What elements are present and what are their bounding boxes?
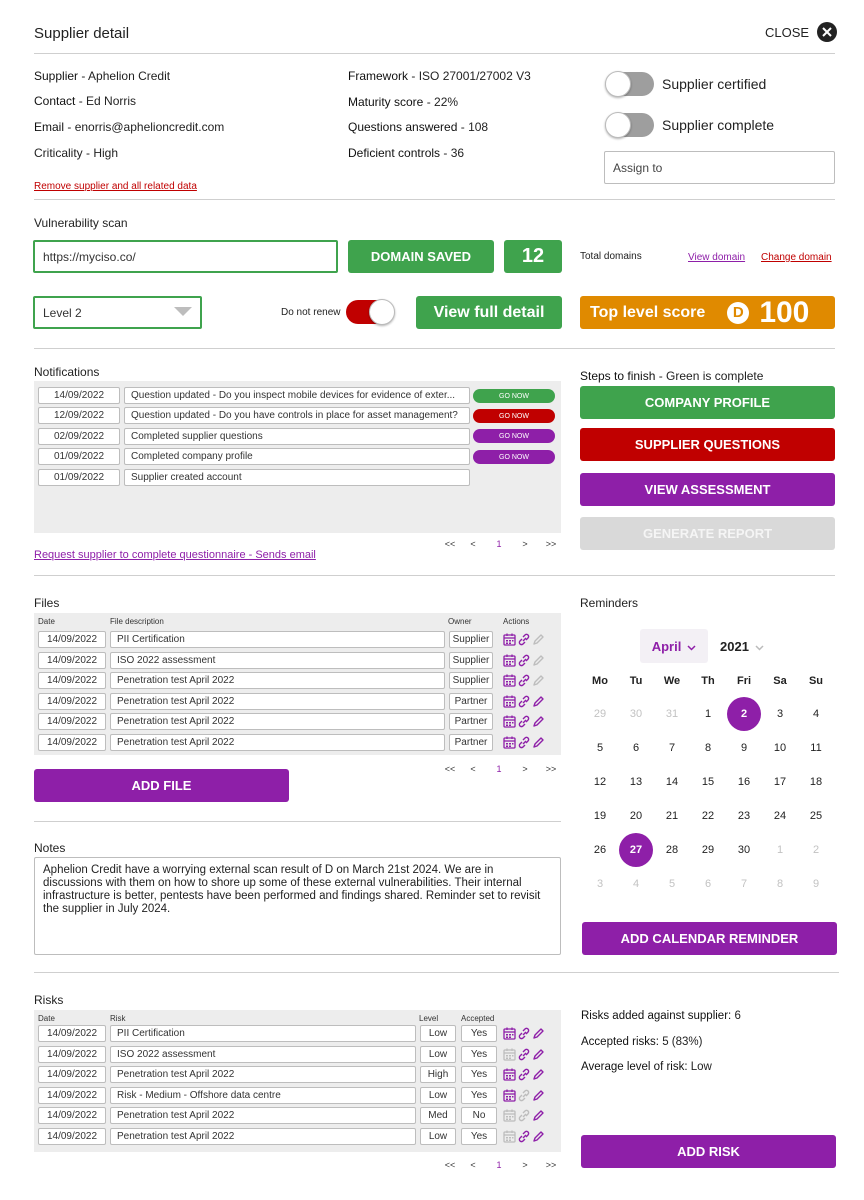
risk-level: Low — [420, 1087, 456, 1104]
link-icon[interactable] — [517, 695, 531, 708]
calendar-day[interactable]: 17 — [773, 776, 787, 788]
calendar-day[interactable]: 11 — [810, 742, 822, 754]
risks-header-risk: Risk — [110, 1014, 126, 1023]
risk-date: 14/09/2022 — [38, 1066, 106, 1083]
risk-level: Low — [420, 1128, 456, 1145]
notification-text: Question updated - Do you inspect mobile devices for evidence of exter... — [124, 387, 470, 404]
calendar-day[interactable]: 4 — [632, 878, 640, 890]
row-actions — [503, 695, 545, 708]
do-not-renew-toggle[interactable] — [346, 300, 394, 324]
file-description: Penetration test April 2022 — [110, 693, 445, 710]
risks-average-summary: Average level of risk: Low — [581, 1061, 712, 1073]
risk-level: High — [420, 1066, 456, 1083]
calendar-day[interactable]: 5 — [668, 878, 676, 890]
calendar-day[interactable]: 21 — [665, 810, 679, 822]
risks-title: Risks — [34, 993, 64, 1007]
change-domain-link[interactable]: Change domain — [761, 252, 832, 263]
level-select[interactable]: Level 2 — [33, 296, 202, 329]
risk-description: Risk - Medium - Offshore data centre — [110, 1087, 416, 1104]
calendar-day[interactable]: 25 — [809, 810, 823, 822]
notification-date: 12/09/2022 — [38, 407, 120, 424]
files-header-actions: Actions — [503, 617, 530, 626]
files-header-owner: Owner — [448, 617, 472, 626]
calendar-day[interactable]: 31 — [665, 708, 679, 720]
calendar-day[interactable]: 20 — [629, 810, 643, 822]
link-icon[interactable] — [517, 1089, 531, 1102]
total-domains-label: Total domains — [580, 251, 642, 262]
notifications-panel — [34, 381, 561, 533]
supplier-contact: Contact - Ed Norris — [34, 94, 137, 108]
risk-level: Med — [420, 1107, 456, 1124]
risk-level: Low — [420, 1046, 456, 1063]
supplier-name: Supplier - Aphelion Credit — [34, 69, 171, 83]
add-risk-button[interactable]: ADD RISK — [581, 1135, 836, 1168]
link-icon[interactable] — [517, 736, 531, 749]
go-now-button[interactable]: GO NOW — [473, 389, 555, 403]
notification-text: Completed company profile — [124, 448, 470, 465]
risk-accepted: Yes — [461, 1087, 497, 1104]
go-now-button[interactable]: GO NOW — [473, 450, 555, 464]
edit-icon[interactable] — [532, 1089, 545, 1102]
close-label: CLOSE — [765, 24, 810, 40]
risk-date: 14/09/2022 — [38, 1107, 106, 1124]
calendar-day[interactable]: 9 — [812, 878, 820, 890]
row-actions — [503, 674, 545, 687]
calendar-day[interactable]: 7 — [668, 742, 676, 754]
edit-icon[interactable] — [532, 1109, 545, 1122]
calendar-day[interactable]: 14 — [665, 776, 679, 788]
generate-report-button[interactable]: GENERATE REPORT — [580, 517, 835, 550]
risks-panel — [34, 1010, 561, 1152]
weekday-label: Tu — [629, 675, 643, 687]
go-now-button[interactable]: GO NOW — [473, 429, 555, 443]
calendar-day[interactable]: 2 — [812, 844, 820, 856]
supplier-questions-button[interactable]: SUPPLIER QUESTIONS — [580, 428, 835, 461]
risk-description: Penetration test April 2022 — [110, 1128, 416, 1145]
calendar-day[interactable]: 15 — [701, 776, 715, 788]
file-date: 14/09/2022 — [38, 693, 106, 710]
calendar-day[interactable]: 4 — [812, 708, 820, 720]
risk-accepted: Yes — [461, 1046, 497, 1063]
risk-description: PII Certification — [110, 1025, 416, 1042]
calendar-day[interactable]: 3 — [776, 708, 784, 720]
request-questionnaire-link[interactable]: Request supplier to complete questionnaire - Sends email — [34, 549, 316, 561]
calendar-icon[interactable] — [503, 674, 516, 687]
calendar-icon[interactable] — [503, 1109, 516, 1122]
calendar-day[interactable]: 29 — [701, 844, 715, 856]
row-actions — [503, 1048, 545, 1061]
calendar-day[interactable]: 3 — [596, 878, 604, 890]
calendar-day[interactable]: 13 — [629, 776, 643, 788]
edit-icon[interactable] — [532, 1130, 545, 1143]
edit-icon[interactable] — [532, 1048, 545, 1061]
calendar-icon[interactable] — [503, 1089, 516, 1102]
edit-icon[interactable] — [532, 674, 545, 687]
calendar-day[interactable]: 2 — [726, 697, 762, 731]
reminders-title: Reminders — [580, 596, 639, 610]
supplier-certified-toggle[interactable] — [606, 72, 654, 96]
calendar-day[interactable]: 7 — [740, 878, 748, 890]
notification-date: 02/09/2022 — [38, 428, 120, 445]
row-actions — [503, 1130, 545, 1143]
month-select[interactable]: April — [640, 629, 708, 663]
supplier-complete-label: Supplier complete — [662, 117, 775, 133]
view-assessment-button[interactable]: VIEW ASSESSMENT — [580, 473, 835, 506]
calendar-day[interactable]: 18 — [809, 776, 823, 788]
row-actions — [503, 1089, 545, 1102]
calendar-day[interactable]: 10 — [773, 742, 787, 754]
framework-info: Framework - ISO 27001/27002 V3 — [348, 69, 531, 83]
weekday-label: Sa — [773, 675, 787, 687]
risk-accepted: Yes — [461, 1025, 497, 1042]
view-full-detail-button[interactable]: View full detail — [416, 296, 562, 329]
edit-icon[interactable] — [532, 736, 545, 749]
file-owner: Partner — [449, 693, 493, 710]
link-icon[interactable] — [517, 1027, 531, 1040]
close-button[interactable] — [765, 22, 837, 42]
chevron-down-icon — [687, 639, 696, 654]
edit-icon[interactable] — [532, 1068, 545, 1081]
file-owner: Supplier — [449, 652, 493, 669]
calendar-day[interactable]: 26 — [593, 844, 607, 856]
calendar-icon[interactable] — [503, 715, 516, 728]
risks-accepted-summary: Accepted risks: 5 (83%) — [581, 1036, 703, 1048]
calendar-day[interactable]: 16 — [737, 776, 751, 788]
calendar-icon[interactable] — [503, 695, 516, 708]
calendar-day[interactable]: 8 — [704, 742, 712, 754]
file-owner: Supplier — [449, 672, 493, 689]
calendar-day[interactable]: 29 — [593, 708, 607, 720]
row-actions — [503, 1068, 545, 1081]
calendar-icon[interactable] — [503, 633, 516, 646]
edit-icon[interactable] — [532, 695, 545, 708]
supplier-complete-toggle[interactable] — [606, 113, 654, 137]
file-date: 14/09/2022 — [38, 672, 106, 689]
calendar-icon[interactable] — [503, 1048, 516, 1061]
calendar-day[interactable]: 5 — [596, 742, 604, 754]
risk-description: Penetration test April 2022 — [110, 1107, 416, 1124]
domain-count-badge: 12 — [504, 240, 562, 273]
risk-accepted: No — [461, 1107, 497, 1124]
notification-date: 01/09/2022 — [38, 448, 120, 465]
files-panel — [34, 613, 561, 755]
risks-header-date: Date — [38, 1014, 55, 1023]
chevron-down-icon — [174, 306, 192, 320]
calendar-day[interactable]: 24 — [773, 810, 787, 822]
file-description: Penetration test April 2022 — [110, 672, 445, 689]
link-icon[interactable] — [517, 715, 531, 728]
link-icon[interactable] — [517, 1109, 531, 1122]
remove-supplier-link[interactable]: Remove supplier and all related data — [34, 181, 197, 192]
edit-icon[interactable] — [532, 654, 545, 667]
calendar-day[interactable]: 1 — [704, 708, 712, 720]
calendar-day[interactable]: 6 — [632, 742, 640, 754]
grade-badge: D — [727, 302, 749, 324]
link-icon[interactable] — [517, 654, 531, 667]
supplier-email: Email - enorris@aphelioncredit.com — [34, 120, 225, 134]
domain-saved-button[interactable]: DOMAIN SAVED — [348, 240, 494, 273]
notes-textarea[interactable]: Aphelion Credit have a worrying external scan result of D on March 21st 2024. We are in discussions with them on how to shore up some of these external vulnerabilities. Their internal infrastructure is better, pentests have been performed and findings shared. Reminder set to revisit the supplier in July 2024. — [34, 857, 561, 955]
file-description: ISO 2022 assessment — [110, 652, 445, 669]
notifications-title: Notifications — [34, 365, 100, 379]
risk-date: 14/09/2022 — [38, 1087, 106, 1104]
link-icon[interactable] — [517, 1130, 531, 1143]
file-date: 14/09/2022 — [38, 631, 106, 648]
row-actions — [503, 736, 545, 749]
calendar-day[interactable]: 28 — [665, 844, 679, 856]
maturity-score: Maturity score - 22% — [348, 95, 459, 109]
edit-icon[interactable] — [532, 1027, 545, 1040]
steps-title: Steps to finish - Green is complete — [580, 369, 764, 383]
risk-description: Penetration test April 2022 — [110, 1066, 416, 1083]
calendar-day[interactable]: 12 — [593, 776, 607, 788]
weekday-label: Su — [808, 675, 824, 687]
risk-date: 14/09/2022 — [38, 1128, 106, 1145]
files-pager[interactable]: << < 1 > >> — [444, 764, 557, 774]
file-date: 14/09/2022 — [38, 734, 106, 751]
link-icon[interactable] — [517, 1068, 531, 1081]
link-icon[interactable] — [517, 633, 531, 646]
file-description: Penetration test April 2022 — [110, 713, 445, 730]
close-icon — [817, 22, 837, 42]
add-file-button[interactable]: ADD FILE — [34, 769, 289, 802]
files-header-date: Date — [38, 617, 55, 626]
notification-text: Question updated - Do you have controls in place for asset management? — [124, 407, 470, 424]
questions-answered: Questions answered - 108 — [348, 120, 489, 134]
file-owner: Partner — [449, 734, 493, 751]
calendar-day[interactable]: 23 — [737, 810, 751, 822]
weekday-label: We — [663, 675, 681, 687]
row-actions — [503, 1027, 545, 1040]
calendar-icon[interactable] — [503, 1130, 516, 1143]
file-date: 14/09/2022 — [38, 652, 106, 669]
supplier-criticality: Criticality - High — [34, 146, 119, 160]
view-domain-link[interactable]: View domain — [688, 252, 746, 263]
domain-input[interactable]: https://myciso.co/ — [33, 240, 338, 273]
risk-accepted: Yes — [461, 1128, 497, 1145]
add-calendar-reminder-button[interactable]: ADD CALENDAR REMINDER — [582, 922, 837, 955]
edit-icon[interactable] — [532, 633, 545, 646]
row-actions — [503, 654, 545, 667]
deficient-controls: Deficient controls - 36 — [348, 146, 465, 160]
risks-added-summary: Risks added against supplier: 6 — [581, 1010, 741, 1022]
file-date: 14/09/2022 — [38, 713, 106, 730]
calendar-icon[interactable] — [503, 1027, 516, 1040]
risks-pager[interactable]: << < 1 > >> — [444, 1160, 557, 1170]
row-actions — [503, 633, 545, 646]
calendar-day[interactable]: 8 — [776, 878, 784, 890]
link-icon[interactable] — [517, 1048, 531, 1061]
calendar-day[interactable]: 30 — [629, 708, 643, 720]
weekday-label: Fri — [736, 675, 752, 687]
risk-level: Low — [420, 1025, 456, 1042]
calendar-icon[interactable] — [503, 1068, 516, 1081]
risk-accepted: Yes — [461, 1066, 497, 1083]
calendar-day[interactable]: 22 — [701, 810, 715, 822]
file-description: Penetration test April 2022 — [110, 734, 445, 751]
vulnerability-scan-title: Vulnerability scan — [34, 216, 128, 230]
notification-text: Completed supplier questions — [124, 428, 470, 445]
file-description: PII Certification — [110, 631, 445, 648]
notes-title: Notes — [34, 841, 66, 855]
go-now-button[interactable]: GO NOW — [473, 409, 555, 423]
calendar-day[interactable]: 9 — [740, 742, 748, 754]
row-actions — [503, 1109, 545, 1122]
page-title: Supplier detail — [34, 25, 130, 42]
score-value: 100 — [759, 295, 810, 329]
do-not-renew-label: Do not renew — [281, 307, 341, 318]
notifications-pager[interactable]: << < 1 > >> — [444, 539, 557, 549]
calendar-day[interactable]: 6 — [704, 878, 712, 890]
top-level-score-badge: Top level score D 100 — [580, 296, 835, 329]
calendar-day[interactable]: 19 — [593, 810, 607, 822]
calendar-icon[interactable] — [503, 736, 516, 749]
link-icon[interactable] — [517, 674, 531, 687]
files-header-desc: File description — [110, 617, 164, 626]
calendar-day[interactable]: 30 — [737, 844, 751, 856]
risks-header-level: Level — [419, 1014, 439, 1023]
chevron-down-icon — [755, 639, 764, 654]
risks-header-accepted: Accepted — [461, 1014, 495, 1023]
risk-description: ISO 2022 assessment — [110, 1046, 416, 1063]
weekday-label: Th — [701, 675, 715, 687]
risk-date: 14/09/2022 — [38, 1046, 106, 1063]
file-owner: Supplier — [449, 631, 493, 648]
calendar-day[interactable]: 1 — [776, 844, 784, 856]
files-title: Files — [34, 596, 60, 610]
row-actions — [503, 715, 545, 728]
assign-to-input[interactable]: Assign to — [604, 151, 835, 184]
notification-date: 14/09/2022 — [38, 387, 120, 404]
risk-date: 14/09/2022 — [38, 1025, 106, 1042]
company-profile-button[interactable]: COMPANY PROFILE — [580, 386, 835, 419]
edit-icon[interactable] — [532, 715, 545, 728]
file-owner: Partner — [449, 713, 493, 730]
year-select[interactable]: 2021 — [720, 629, 764, 663]
supplier-certified-label: Supplier certified — [662, 76, 767, 92]
calendar-day[interactable]: 27 — [618, 833, 654, 867]
weekday-label: Mo — [592, 675, 608, 687]
notification-text: Supplier created account — [124, 469, 470, 486]
notification-date: 01/09/2022 — [38, 469, 120, 486]
calendar-icon[interactable] — [503, 654, 516, 667]
